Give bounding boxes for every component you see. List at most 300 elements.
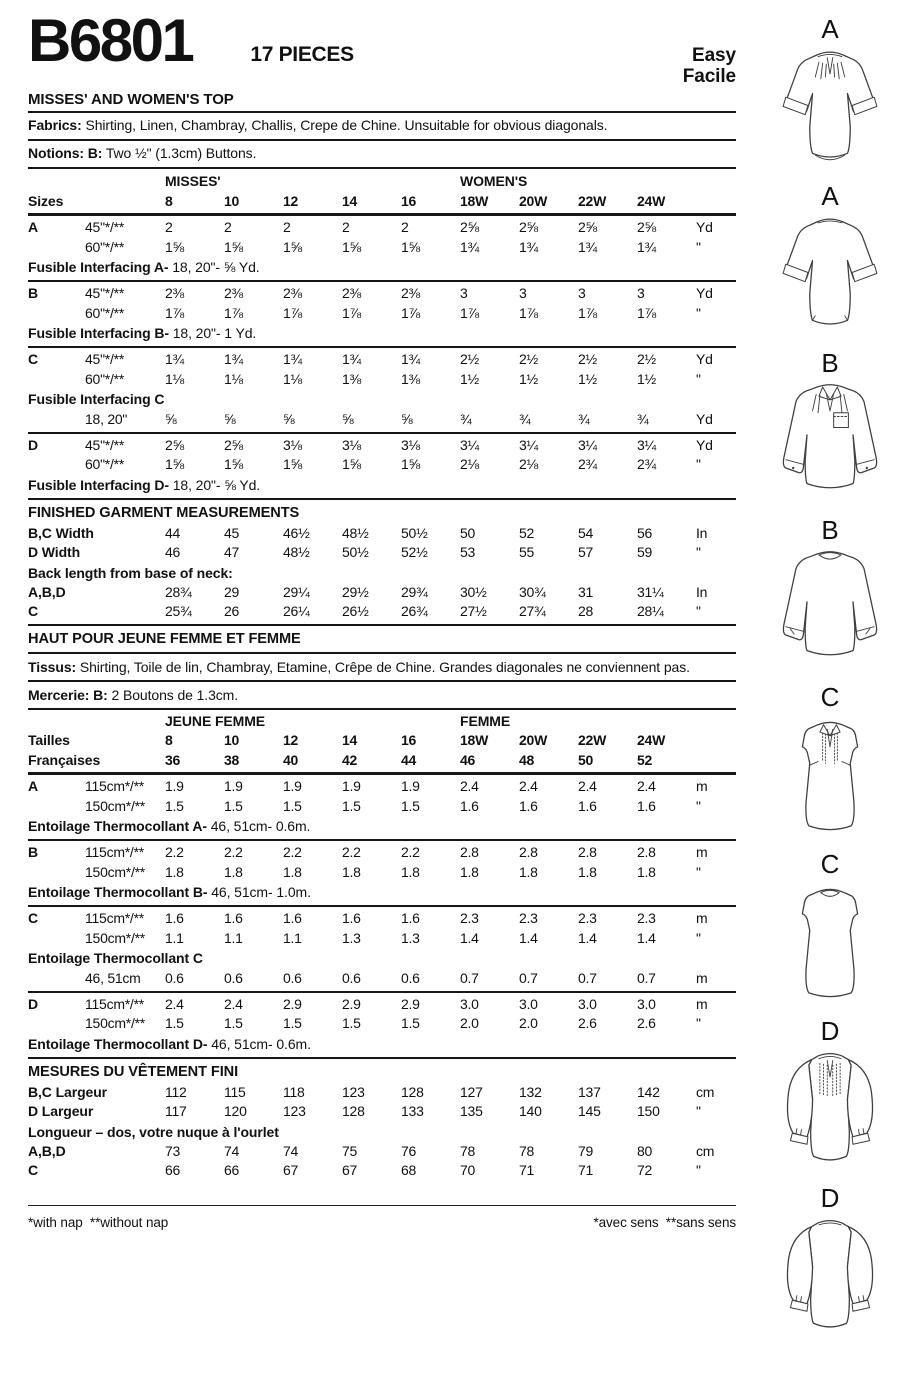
cell-value: 2.2 bbox=[224, 844, 243, 860]
cell-value: 1¾ bbox=[637, 238, 656, 255]
row-label: D Width bbox=[28, 544, 81, 560]
cell-value: 74 bbox=[283, 1142, 299, 1159]
cell-value: 2¾ bbox=[637, 456, 656, 472]
difficulty-english: Easy bbox=[692, 45, 736, 66]
garment-view-b-back bbox=[772, 517, 888, 681]
cell-value: 2⅜ bbox=[401, 285, 420, 301]
cell-value: 2.4 bbox=[165, 995, 184, 1012]
cell-value: 27¾ bbox=[519, 603, 546, 619]
cell-value: 1.6 bbox=[283, 910, 302, 926]
cell-value: 1.1 bbox=[224, 929, 243, 946]
note-bold: Fusible Interfacing A- bbox=[28, 259, 169, 275]
cell-value: 128 bbox=[401, 1083, 424, 1100]
cell-value: 3 bbox=[578, 285, 586, 301]
cell-value: 2.8 bbox=[519, 844, 538, 860]
cell-value: 44 bbox=[165, 524, 181, 541]
cell-value: 70 bbox=[460, 1162, 476, 1178]
cell-value: 1.6 bbox=[460, 797, 479, 814]
cell-value: 2⅝ bbox=[637, 219, 656, 235]
notions-text: Two ½" (1.3cm) Buttons. bbox=[102, 145, 257, 161]
cell-value: 73 bbox=[165, 1142, 181, 1159]
fabrics-label: Fabrics: bbox=[28, 117, 82, 133]
unit-label: " bbox=[696, 1015, 701, 1031]
sub-heading: Back length from base of neck: bbox=[28, 564, 233, 581]
size-header: 42 bbox=[342, 751, 358, 768]
table-data-row bbox=[28, 218, 736, 238]
section-heading: HAUT POUR JEUNE FEMME ET FEMME bbox=[28, 628, 736, 654]
cell-value: ⅝ bbox=[342, 411, 354, 427]
row-label: C bbox=[28, 351, 39, 367]
cell-value: 50½ bbox=[401, 524, 428, 541]
cell-value: 2.3 bbox=[460, 910, 479, 926]
cell-value: 0.7 bbox=[637, 970, 656, 986]
cell-value: 1⅝ bbox=[401, 238, 420, 255]
cell-value: 1¾ bbox=[224, 351, 243, 367]
cell-value: 1⅜ bbox=[401, 370, 420, 387]
table-data-row bbox=[28, 455, 736, 475]
cell-value: 1.4 bbox=[519, 929, 538, 946]
cell-value: 1⅞ bbox=[637, 304, 656, 321]
cell-value: 1¾ bbox=[401, 351, 420, 367]
cell-value: 1.5 bbox=[342, 1015, 361, 1031]
cell-value: 1.8 bbox=[578, 863, 597, 880]
cell-value: 26 bbox=[224, 603, 240, 619]
cell-value: 1.9 bbox=[342, 778, 361, 794]
note-bold: Entoilage Thermocollant C bbox=[28, 950, 203, 966]
row-sublabel: 60"*/** bbox=[85, 456, 125, 472]
pieces-count: 17 PIECES bbox=[250, 43, 354, 66]
cell-value: 52 bbox=[519, 524, 535, 541]
group-header: WOMEN'S bbox=[460, 173, 528, 189]
unit-label: m bbox=[696, 844, 708, 860]
unit-label: " bbox=[696, 797, 701, 814]
unit-label: m bbox=[696, 910, 708, 926]
table-note-row bbox=[28, 257, 736, 282]
note-bold: Entoilage Thermocollant B- bbox=[28, 884, 208, 900]
view-label: A bbox=[821, 181, 839, 211]
row-sublabel: 18, 20" bbox=[85, 411, 128, 427]
cell-value: 1¾ bbox=[578, 238, 597, 255]
table-data-row bbox=[28, 1083, 736, 1103]
cell-value: ¾ bbox=[578, 411, 590, 427]
unit-label: " bbox=[696, 863, 701, 880]
cell-value: 1⅝ bbox=[401, 456, 420, 472]
cell-value: 2¾ bbox=[578, 456, 597, 472]
cell-value: 1.5 bbox=[401, 1015, 420, 1031]
cell-value: 28¾ bbox=[165, 583, 192, 600]
row-sublabel: 60"*/** bbox=[85, 238, 125, 255]
cell-value: 45 bbox=[224, 524, 240, 541]
garment-view-d-front bbox=[772, 1018, 888, 1182]
row-sublabel: 46, 51cm bbox=[85, 970, 141, 986]
footnote-french: *avec sens **sans sens bbox=[593, 1214, 736, 1230]
unit-label: m bbox=[696, 970, 708, 986]
cell-value: 2⅛ bbox=[460, 456, 479, 472]
row-sublabel: 150cm*/** bbox=[85, 1015, 146, 1031]
unit-label: " bbox=[696, 304, 701, 321]
cell-value: 1.9 bbox=[165, 778, 184, 794]
cell-value: 3¼ bbox=[460, 436, 479, 453]
cell-value: 0.6 bbox=[401, 970, 420, 986]
cell-value: 67 bbox=[342, 1162, 358, 1178]
cell-value: 1.5 bbox=[224, 797, 243, 814]
cell-value: 1.3 bbox=[401, 929, 420, 946]
cell-value: 1.6 bbox=[401, 910, 420, 926]
fabrics-text: Shirting, Linen, Chambray, Challis, Crepe de Chine. Unsuitable for obvious diagonals. bbox=[81, 117, 608, 133]
cell-value: 1.8 bbox=[519, 863, 538, 880]
garment-view-b-front bbox=[772, 350, 888, 514]
cell-value: 28 bbox=[578, 603, 594, 619]
cell-value: 123 bbox=[342, 1083, 365, 1100]
cell-value: 66 bbox=[224, 1162, 240, 1178]
cell-value: 3 bbox=[460, 285, 468, 301]
cell-value: 2⅝ bbox=[165, 436, 184, 453]
table-note-row bbox=[28, 882, 736, 907]
pattern-number: B6801 bbox=[28, 7, 193, 74]
cell-value: ¾ bbox=[637, 411, 649, 427]
table-note-row bbox=[28, 1034, 736, 1059]
cell-value: 2.6 bbox=[578, 1015, 597, 1031]
cell-value: 1.6 bbox=[165, 910, 184, 926]
garment-view-a-front bbox=[772, 16, 888, 180]
cell-value: 26¾ bbox=[401, 603, 428, 619]
cell-value: 1⅝ bbox=[342, 456, 361, 472]
size-header: 16 bbox=[401, 192, 417, 209]
cell-value: 1.5 bbox=[342, 797, 361, 814]
table-data-row bbox=[28, 929, 736, 949]
view-label: C bbox=[820, 849, 840, 879]
cell-value: 27½ bbox=[460, 603, 487, 619]
table-data-row bbox=[28, 524, 736, 544]
cell-value: 3.0 bbox=[460, 995, 479, 1012]
unit-label: m bbox=[696, 995, 708, 1012]
cell-value: 0.6 bbox=[342, 970, 361, 986]
footnote-english: *with nap **without nap bbox=[28, 1214, 169, 1230]
cell-value: 0.6 bbox=[283, 970, 302, 986]
cell-value: 1¾ bbox=[460, 238, 479, 255]
cell-value: 72 bbox=[637, 1162, 653, 1178]
cell-value: 1.3 bbox=[342, 929, 361, 946]
cell-value: 71 bbox=[519, 1162, 535, 1178]
cell-value: 1.6 bbox=[519, 797, 538, 814]
unit-label: " bbox=[696, 1103, 701, 1119]
cell-value: 1⅛ bbox=[224, 370, 243, 387]
cell-value: 1⅜ bbox=[342, 370, 361, 387]
cell-value: 2.3 bbox=[519, 910, 538, 926]
table-data-row bbox=[28, 304, 736, 324]
size-header: 38 bbox=[224, 751, 240, 768]
cell-value: 2.8 bbox=[637, 844, 656, 860]
cell-value: 29¼ bbox=[283, 583, 310, 600]
cell-value: 2.2 bbox=[342, 844, 361, 860]
cell-value: 2½ bbox=[578, 351, 597, 367]
cell-value: 140 bbox=[519, 1103, 542, 1119]
section-heading: MESURES DU VÊTEMENT FINI bbox=[28, 1063, 239, 1080]
unit-label: " bbox=[696, 544, 701, 560]
table-note-row bbox=[28, 475, 736, 500]
table-note-row bbox=[28, 948, 736, 969]
cell-value: 52½ bbox=[401, 544, 428, 560]
cell-value: 1.6 bbox=[342, 910, 361, 926]
row-sublabel: 150cm*/** bbox=[85, 929, 146, 946]
cell-value: 1.8 bbox=[165, 863, 184, 880]
cell-value: 2.9 bbox=[401, 995, 420, 1012]
header bbox=[28, 7, 736, 87]
view-label: A bbox=[821, 14, 839, 44]
row-label: A,B,D bbox=[28, 1142, 66, 1159]
cell-value: 74 bbox=[224, 1142, 240, 1159]
cell-value: 127 bbox=[460, 1083, 483, 1100]
unit-label: Yd bbox=[696, 351, 713, 367]
cell-value: 2⅜ bbox=[165, 285, 184, 301]
note-bold: Entoilage Thermocollant D- bbox=[28, 1035, 208, 1052]
cell-value: 1.9 bbox=[401, 778, 420, 794]
cell-value: 46 bbox=[165, 544, 181, 560]
row-label: A,B,D bbox=[28, 583, 66, 600]
cell-value: 1.5 bbox=[283, 1015, 302, 1031]
cell-value: 2.8 bbox=[578, 844, 597, 860]
size-header: 36 bbox=[165, 751, 181, 768]
row-sublabel: 115cm*/** bbox=[85, 844, 144, 860]
view-a-front-illustration bbox=[772, 42, 888, 180]
garment-view-d-back bbox=[772, 1185, 888, 1349]
cell-value: 2 bbox=[283, 219, 291, 235]
cell-value: 123 bbox=[283, 1103, 306, 1119]
view-c-front-illustration bbox=[772, 710, 888, 848]
table-data-row bbox=[28, 350, 736, 370]
cell-value: 2.4 bbox=[637, 778, 656, 794]
cell-value: 79 bbox=[578, 1142, 594, 1159]
cell-value: 2.6 bbox=[637, 1015, 656, 1031]
cell-value: 1¾ bbox=[165, 351, 184, 367]
view-b-front-illustration bbox=[772, 376, 888, 514]
cell-value: 2½ bbox=[519, 351, 538, 367]
cell-value: 1.4 bbox=[460, 929, 479, 946]
cell-value: 1.1 bbox=[283, 929, 302, 946]
cell-value: 57 bbox=[578, 544, 594, 560]
cell-value: 2.0 bbox=[460, 1015, 479, 1031]
table-group-header-row bbox=[28, 712, 736, 732]
difficulty-french: Facile bbox=[682, 66, 736, 87]
unit-label: Yd bbox=[696, 285, 713, 301]
cell-value: 1.4 bbox=[637, 929, 656, 946]
cell-value: 1⅞ bbox=[224, 304, 243, 321]
view-label: C bbox=[820, 682, 840, 712]
cell-value: 31 bbox=[578, 583, 594, 600]
footnotes bbox=[28, 1205, 736, 1230]
cell-value: 1.5 bbox=[165, 1015, 184, 1031]
size-header: 24W bbox=[637, 732, 666, 748]
row-label: C bbox=[28, 603, 39, 619]
row-label: B,C Width bbox=[28, 524, 94, 541]
table-group-header-row bbox=[28, 172, 736, 192]
size-header: 12 bbox=[283, 192, 299, 209]
unit-label: " bbox=[696, 929, 701, 946]
cell-value: 3 bbox=[637, 285, 645, 301]
cell-value: 76 bbox=[401, 1142, 417, 1159]
garment-title: MISSES' AND WOMEN'S TOP bbox=[28, 91, 736, 113]
row-label: B,C Largeur bbox=[28, 1083, 108, 1100]
cell-value: 2.2 bbox=[283, 844, 302, 860]
cell-value: 1⅛ bbox=[283, 370, 302, 387]
cell-value: 29¾ bbox=[401, 583, 428, 600]
size-header: 18W bbox=[460, 192, 489, 209]
table-sizes-row bbox=[28, 751, 736, 776]
size-header: 10 bbox=[224, 192, 240, 209]
cell-value: 75 bbox=[342, 1142, 358, 1159]
unit-label: Yd bbox=[696, 436, 713, 453]
cell-value: 137 bbox=[578, 1083, 601, 1100]
cell-value: 59 bbox=[637, 544, 653, 560]
cell-value: 142 bbox=[637, 1083, 660, 1100]
row-label: C bbox=[28, 1162, 39, 1178]
unit-label: Yd bbox=[696, 219, 713, 235]
size-header: 24W bbox=[637, 192, 666, 209]
size-header: 48 bbox=[519, 751, 535, 768]
size-header: 10 bbox=[224, 732, 240, 748]
cell-value: 1⅝ bbox=[342, 238, 361, 255]
cell-value: 78 bbox=[460, 1142, 476, 1159]
cell-value: 1⅞ bbox=[342, 304, 361, 321]
cell-value: 67 bbox=[283, 1162, 299, 1178]
size-header: 50 bbox=[578, 751, 594, 768]
cell-value: 115 bbox=[224, 1083, 246, 1100]
size-header: 52 bbox=[637, 751, 653, 768]
cell-value: 1.5 bbox=[224, 1015, 243, 1031]
garment-view-a-back bbox=[772, 183, 888, 347]
row-sublabel: 150cm*/** bbox=[85, 863, 146, 880]
note-text: 46, 51cm- 0.6m. bbox=[207, 1035, 311, 1052]
unit-label: In bbox=[696, 583, 708, 600]
group-header: MISSES' bbox=[165, 173, 221, 189]
cell-value: 2.4 bbox=[224, 995, 243, 1012]
cell-value: 1.8 bbox=[224, 863, 243, 880]
table-data-row bbox=[28, 1161, 736, 1181]
unit-label: m bbox=[696, 778, 708, 794]
cell-value: 2.3 bbox=[578, 910, 597, 926]
note-bold: Fusible Interfacing C bbox=[28, 391, 165, 407]
cell-value: 117 bbox=[165, 1103, 187, 1119]
cell-value: 1.6 bbox=[578, 797, 597, 814]
unit-label: " bbox=[696, 370, 701, 387]
note-bold: Fusible Interfacing D- bbox=[28, 476, 169, 493]
view-d-front-illustration bbox=[772, 1044, 888, 1182]
note-text: 18, 20"- ⅝ Yd. bbox=[168, 259, 260, 275]
row-sublabel: 115cm*/** bbox=[85, 778, 144, 794]
group-header: FEMME bbox=[460, 712, 511, 729]
row-sublabel: 45"*/** bbox=[85, 285, 125, 301]
row-sublabel: 45"*/** bbox=[85, 351, 125, 367]
info-text: 2 Boutons de 1.3cm. bbox=[107, 686, 239, 703]
unit-label: cm bbox=[696, 1083, 715, 1100]
cell-value: 1.4 bbox=[578, 929, 597, 946]
cell-value: 2.2 bbox=[401, 844, 420, 860]
cell-value: 50 bbox=[460, 524, 476, 541]
cell-value: 3⅛ bbox=[283, 436, 302, 453]
row-label: D bbox=[28, 995, 39, 1012]
cell-value: 2.0 bbox=[519, 1015, 538, 1031]
row-label: D bbox=[28, 436, 39, 453]
table-data-row bbox=[28, 863, 736, 883]
cell-value: 3.0 bbox=[637, 995, 656, 1012]
table-data-row bbox=[28, 284, 736, 304]
cell-value: 48½ bbox=[283, 544, 310, 560]
row-sublabel: 45"*/** bbox=[85, 436, 125, 453]
cell-value: 78 bbox=[519, 1142, 535, 1159]
notions-line bbox=[28, 141, 736, 169]
table-data-row bbox=[28, 797, 736, 817]
size-header: 8 bbox=[165, 192, 173, 209]
garment-views-column bbox=[744, 0, 916, 1374]
table-sizes-row bbox=[28, 192, 736, 217]
table-data-row bbox=[28, 969, 736, 993]
cell-value: 150 bbox=[637, 1103, 660, 1119]
cell-value: 3.0 bbox=[578, 995, 597, 1012]
info-label: Mercerie: B: bbox=[28, 686, 108, 703]
sizes-label: Françaises bbox=[28, 751, 101, 768]
cell-value: 1.9 bbox=[283, 778, 302, 794]
table-data-row bbox=[28, 843, 736, 863]
view-c-back-illustration bbox=[772, 877, 888, 1015]
cell-value: 2 bbox=[165, 219, 173, 235]
table-data-row bbox=[28, 777, 736, 797]
cell-value: 55 bbox=[519, 544, 535, 560]
cell-value: 3⅛ bbox=[342, 436, 361, 453]
sub-heading: Longueur – dos, votre nuque à l'ourlet bbox=[28, 1123, 279, 1140]
table-sizes-row bbox=[28, 731, 736, 751]
cell-value: 120 bbox=[224, 1103, 247, 1119]
table-data-row bbox=[28, 1102, 736, 1122]
cell-value: 68 bbox=[401, 1162, 417, 1178]
cell-value: 1.8 bbox=[401, 863, 420, 880]
table-data-row bbox=[28, 909, 736, 929]
cell-value: 2 bbox=[342, 219, 350, 235]
size-header: 14 bbox=[342, 192, 358, 209]
cell-value: 3⅛ bbox=[401, 436, 420, 453]
unit-label: " bbox=[696, 1162, 701, 1178]
unit-label: In bbox=[696, 524, 708, 541]
size-header: 18W bbox=[460, 732, 489, 748]
size-header: 16 bbox=[401, 732, 417, 748]
table-data-row bbox=[28, 1142, 736, 1162]
info-row bbox=[28, 684, 736, 710]
table-note-row bbox=[28, 816, 736, 841]
cell-value: 25¾ bbox=[165, 603, 192, 619]
unit-label: cm bbox=[696, 1142, 715, 1159]
cell-value: 1½ bbox=[519, 370, 538, 387]
table-data-row bbox=[28, 583, 736, 603]
cell-value: 1⅞ bbox=[165, 304, 184, 321]
view-d-back-illustration bbox=[772, 1211, 888, 1349]
cell-value: 2.4 bbox=[519, 778, 538, 794]
note-text: 18, 20"- ⅝ Yd. bbox=[168, 476, 261, 493]
size-header: 22W bbox=[578, 192, 607, 209]
fabrics-line bbox=[28, 113, 736, 141]
cell-value: 2⅜ bbox=[224, 285, 243, 301]
cell-value: 71 bbox=[578, 1162, 594, 1178]
row-label: A bbox=[28, 778, 39, 794]
table-data-row bbox=[28, 543, 736, 563]
size-header: 12 bbox=[283, 732, 299, 748]
cell-value: 1.6 bbox=[637, 797, 656, 814]
cell-value: 132 bbox=[519, 1083, 542, 1100]
cell-value: ⅝ bbox=[165, 411, 177, 427]
cell-value: 1½ bbox=[578, 370, 597, 387]
note-bold: Fusible Interfacing B- bbox=[28, 325, 169, 341]
cell-value: 1⅝ bbox=[283, 238, 302, 255]
cell-value: 128 bbox=[342, 1103, 365, 1119]
sizes-label: Sizes bbox=[28, 192, 64, 209]
